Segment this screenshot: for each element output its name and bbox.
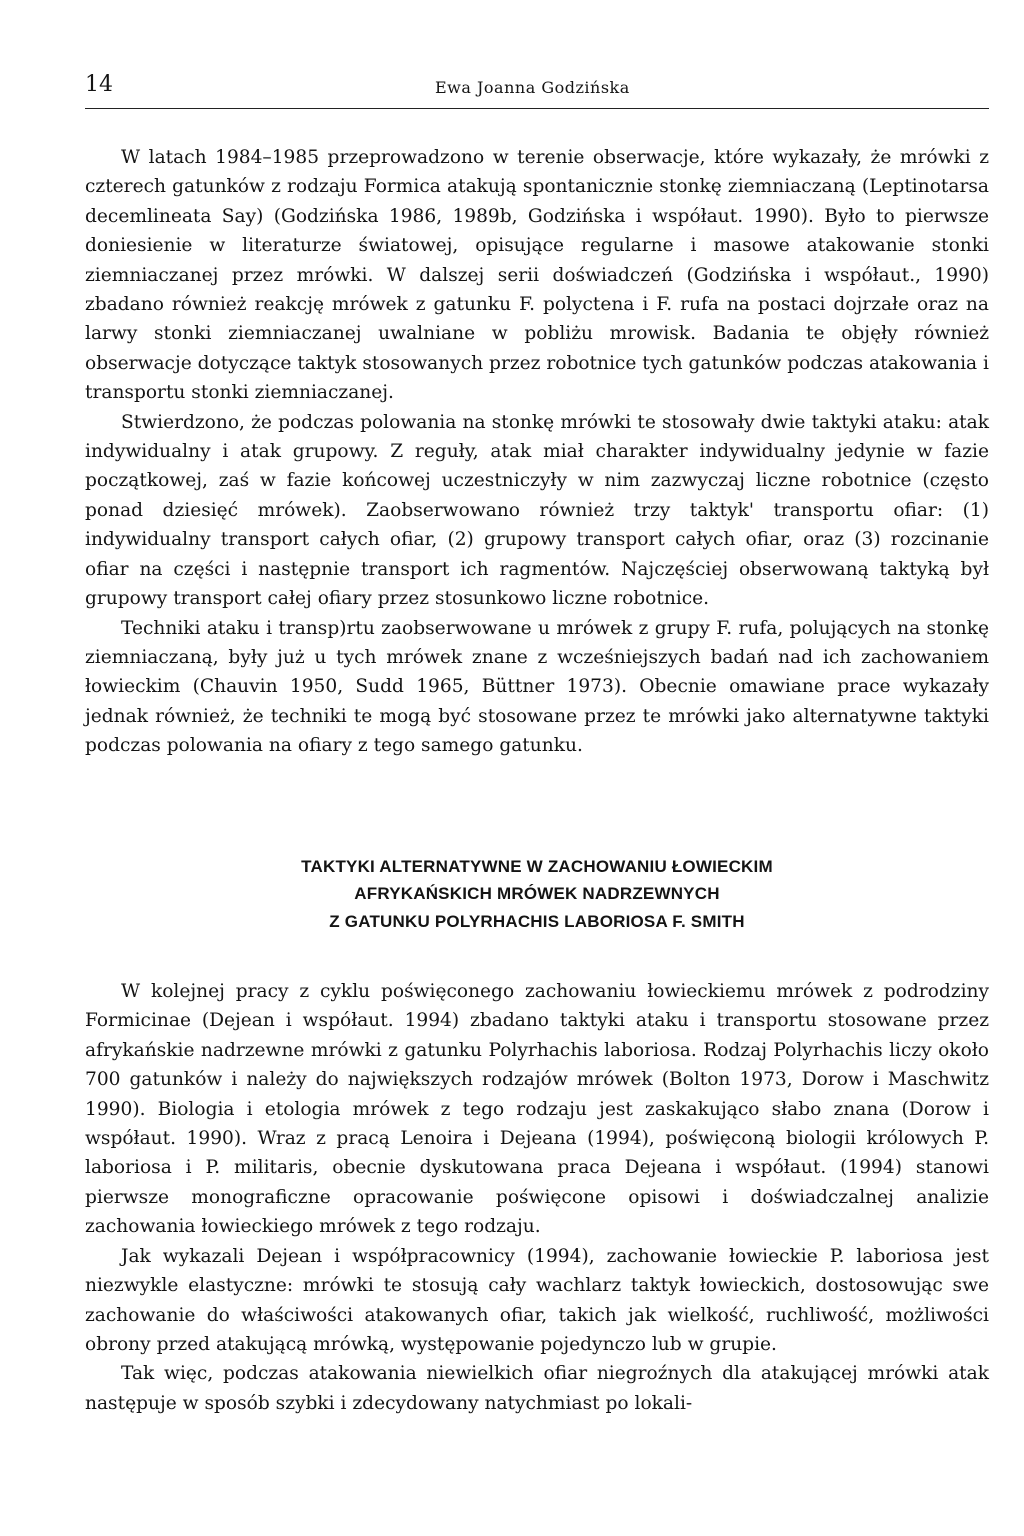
- paragraph: W latach 1984–1985 przeprowadzono w terenie obserwacje, które wykazały, że mrówki z czterech gatunków z rodzaju Formica atakują spontanicznie stonkę ziemniaczaną (Leptinotarsa decemlineata Say) (Godzińska 1986, 1989b, Godzińska i współaut. 1990). Było to pierwsze doniesienie w literaturze światowej, opisujące regularne i masowe atakowanie stonki ziemniaczanej przez mrówki. W dalszej serii doświadczeń (Godzińska i współaut., 1990) zbadano również reakcję mrówek z gatunku F. polyctena i F. rufa na postaci dojrzałe oraz na larwy stonki ziemniaczanej uwalniane w pobliżu mrowisk. Badania te objęły również obserwacje dotyczące taktyk stosowanych przez robotnice tych gatunków podczas atakowania i transportu stonki ziemniaczanej.: [85, 147, 989, 404]
- heading-line: Z GATUNKU POLYRHACHIS LABORIOSA F. SMITH: [329, 911, 745, 931]
- page: [85, 70, 989, 1418]
- paragraph: Tak więc, podczas atakowania niewielkich ofiar niegroźnych dla atakującej mrówki atak następuje w sposób szybki i zdecydowany natychmiast po lokali-: [85, 1363, 989, 1414]
- heading-line: AFRYKAŃSKICH MRÓWEK NADRZEWNYCH: [354, 884, 720, 904]
- page-header: [85, 70, 989, 109]
- paragraph: Jak wykazali Dejean i współpracownicy (1994), zachowanie łowieckie P. laboriosa jest niezwykle elastyczne: mrówki te stosują cały wachlarz taktyk łowieckich, dostosowując swe zachowanie do właściwości atakowanych ofiar, takich jak wielkość, ruchliwość, możliwości obrony przed atakującą mrówką, występowanie pojedynczo lub w grupie.: [85, 1245, 989, 1355]
- heading-line: TAKTYKI ALTERNATYWNE W ZACHOWANIU ŁOWIECKIM: [301, 856, 773, 876]
- paragraph: Techniki ataku i transp)rtu zaobserwowane u mrówek z grupy F. rufa, polujących na stonkę ziemniaczaną, były już u tych mrówek znane z wcześniejszych badań nad ich zachowaniem łowieckim (Chauvin 1950, Sudd 1965, Büttner 1973). Obecnie omawiane prace wykazały jednak również, że techniki te mogą być stosowane przez te mrówki jako alternatywne taktyki podczas polowania na ofiary z tego samego gatunku.: [85, 617, 989, 757]
- paragraph: W kolejnej pracy z cyklu poświęconego zachowaniu łowieckiemu mrówek z podrodziny Formicinae (Dejean i współaut. 1994) zbadano taktyki ataku i transportu stosowane przez afrykańskie nadrzewne mrówki z gatunku Polyrhachis laboriosa. Rodzaj Polyrhachis liczy około 700 gatunków i należy do największych rodzajów mrówek (Bolton 1973, Dorow i Maschwitz 1990). Biologia i etologia mrówek z tego rodzaju jest zaskakująco słabo znana (Dorow i współaut. 1990). Wraz z pracą Lenoira i Dejeana (1994), poświęconą biologii królowych P. laboriosa i P. militaris, obecnie dyskutowana praca Dejeana i współaut. (1994) stanowi pierwsze monograficzne opracowanie poświęcone opisowi i doświadczalnej analizie zachowania łowieckiego mrówek z tego rodzaju.: [85, 981, 989, 1238]
- paragraph: Stwierdzono, że podczas polowania na stonkę mrówki te stosowały dwie taktyki ataku: atak indywidualny i atak grupowy. Z reguły, atak miał charakter indywidualny jedynie w fazie początkowej, zaś w fazie końcowej uczestniczyły w nim zazwyczaj liczne robotnice (często ponad dziesięć mrówek). Zaobserwowano również trzy taktyk' transportu ofiar: (1) indywidualny transport całych ofiar, (2) grupowy transport całych ofiar, oraz (3) rozcinanie ofiar na części i następnie transport ich ragmentów. Najczęściej obserwowaną taktyką był grupowy transport całej ofiary przez stosunkowo liczne robotnice.: [85, 411, 989, 610]
- section-polyrhachis: [85, 977, 989, 1418]
- section-intro: [85, 143, 989, 761]
- running-head: Ewa Joanna Godzińska: [435, 78, 630, 97]
- page-number: 14: [85, 72, 113, 97]
- section-heading: [85, 853, 989, 936]
